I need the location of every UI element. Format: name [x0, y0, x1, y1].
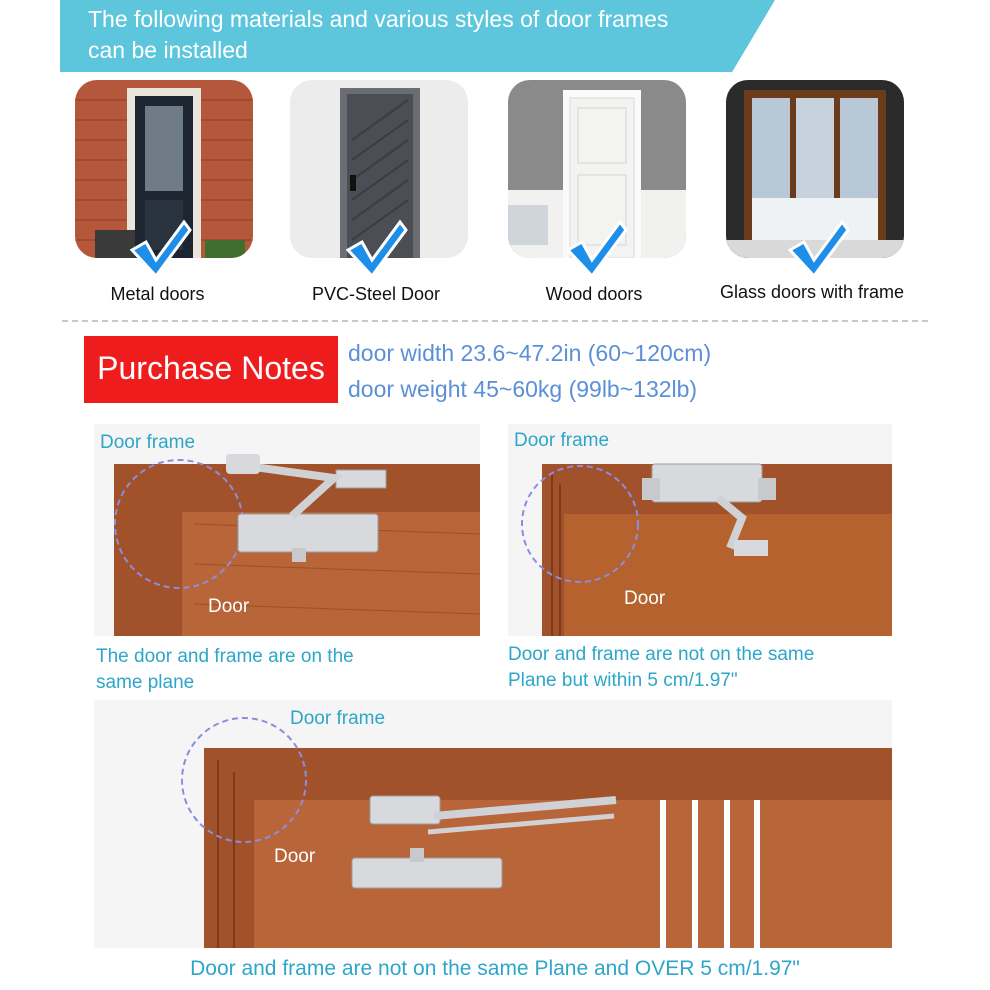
checkmark-icon	[786, 216, 850, 280]
purchase-notes-badge: Purchase Notes	[84, 336, 338, 403]
same-plane-caption	[96, 644, 354, 696]
over-5cm-caption: Door and frame are not on the same Plane and OVER 5 cm/1.97"	[190, 957, 800, 980]
same-plane-diagram	[94, 424, 480, 636]
glass-doors-label: Glass doors with frame	[719, 282, 905, 302]
over-5cm-diagram	[94, 700, 892, 948]
door-weight-note: door weight 45~60kg (99lb~132lb)	[348, 376, 698, 402]
door-label: Door	[274, 846, 316, 867]
checkmark-icon	[564, 216, 628, 280]
caption-line: Plane but within 5 cm/1.97"	[508, 670, 738, 691]
door-label: Door	[624, 588, 666, 609]
door-frame-label: Door frame	[100, 432, 196, 453]
checkmark-icon	[344, 216, 408, 280]
caption-line: Door and frame are not on the same	[508, 644, 815, 665]
wood-doors-label: Wood doors	[545, 284, 643, 304]
door-frame-label: Door frame	[290, 708, 386, 729]
pvc-steel-door-label: PVC-Steel Door	[311, 284, 441, 304]
door-frame-label: Door frame	[514, 430, 610, 451]
caption-line: same plane	[96, 672, 195, 693]
door-width-note: door width 23.6~47.2in (60~120cm)	[348, 340, 712, 366]
header-text	[88, 4, 778, 66]
section-divider	[62, 320, 928, 322]
metal-doors-label: Metal doors	[110, 284, 205, 304]
within-5cm-caption	[508, 642, 814, 694]
caption-line: The door and frame are on the	[96, 646, 354, 667]
within-5cm-diagram	[508, 424, 892, 636]
header-line-2: can be installed	[88, 37, 248, 63]
header-line-1: The following materials and various styles of door frames	[88, 6, 669, 32]
checkmark-icon	[128, 216, 192, 280]
door-label: Door	[208, 596, 250, 617]
